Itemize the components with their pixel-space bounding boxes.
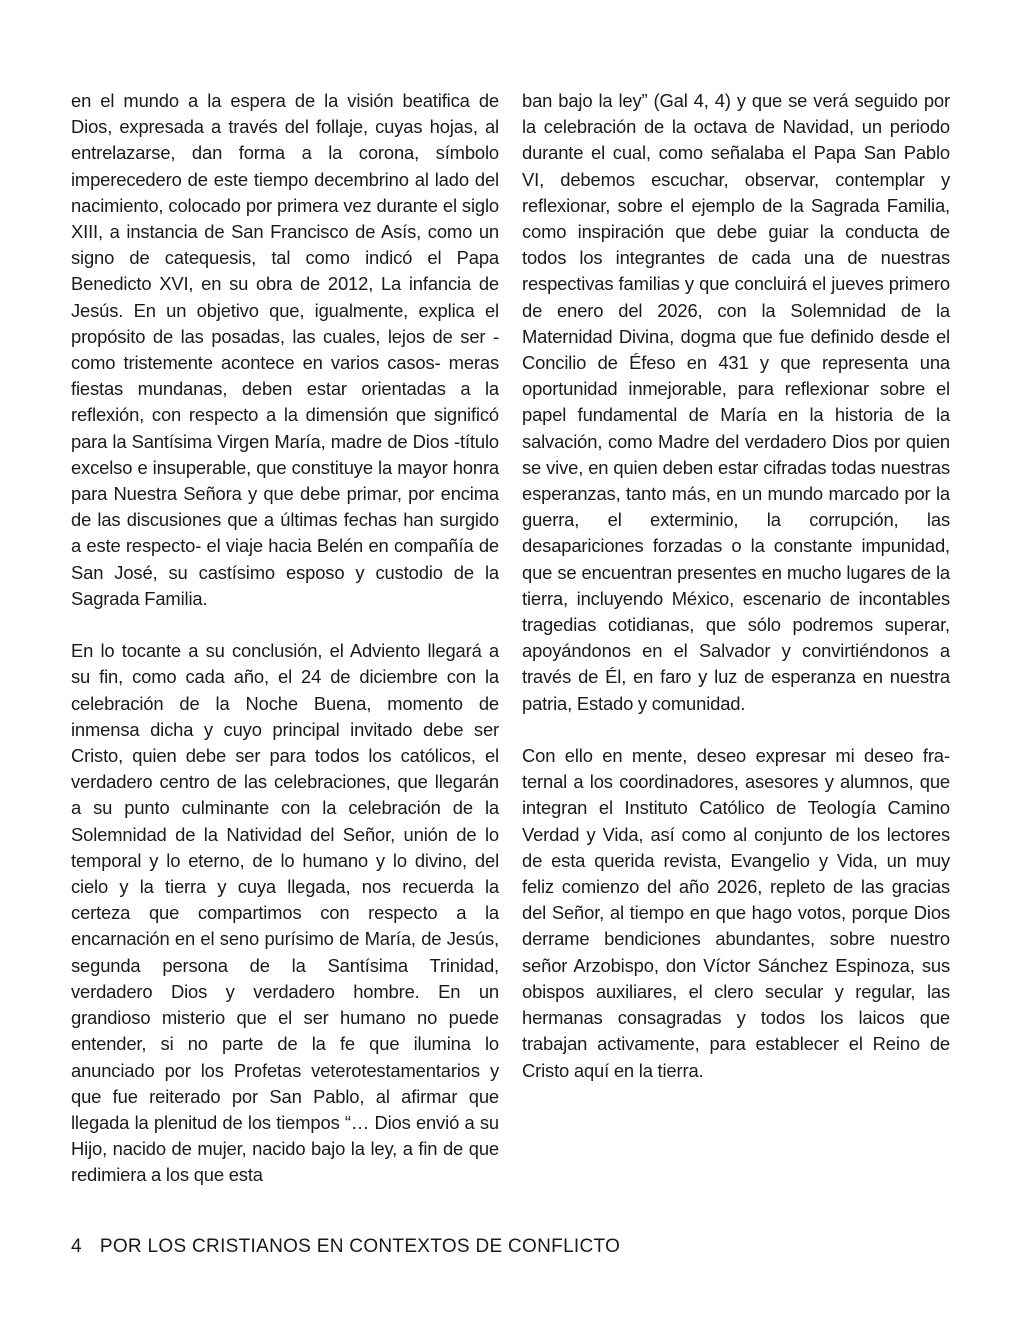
paragraph: En lo tocante a su conclusión, el Adviento llegará a su fin, como cada año, el 24 de diciembre con la celebración de la Noche Buena, momento de inmensa dicha y cuyo principal invitado debe ser Cristo, quien debe ser para todos los católicos, el verdadero centro de las celebraciones, que llegarán a su punto culminante con la celebración de la Solemnidad de la Natividad del Señor, unión de lo temporal y lo eterno, de lo humano y lo divino, del cielo y la tierra y cuya llegada, nos recuerda la certeza que compartimos con respecto a la encarnación en el seno purísimo de María, de Jesús, segunda persona de la Santísima Trinidad, verdadero Dios y verdadero hombre. En un grandioso misterio que el ser humano no puede entender, si no parte de la fe que ilumina lo anunciado por los Profetas veterotestamentarios y que fue reiterado por San Pablo, al afirmar que llegada la plenitud de los tiempos “… Dios envió a su Hijo, nacido de mujer, nacido bajo la ley, a fin de que redimiera a los que esta bbox=[71, 640, 499, 1186]
running-title: POR LOS CRISTIANOS EN CONTEXTOS DE CONFLICTO bbox=[99, 1236, 621, 1257]
page-number: 4 bbox=[71, 1236, 82, 1257]
right-text-column bbox=[522, 88, 950, 1084]
paragraph: Con ello en mente, deseo expresar mi deseo fraternal a los coordinadores, asesores y alumnos, que integran el Instituto Católico de Teología Camino Verdad y Vida, así como al conjunto de los lectores de esta querida revista, Evangelio y Vida, un muy feliz comienzo del año 2026, repleto de las gracias del Señor, al tiempo en que hago votos, porque Dios derrame bendiciones abundantes, sobre nuestro señor Arzobispo, don Víctor Sánchez Espinoza, sus obispos auxiliares, el clero secular y regular, las hermanas consagradas y todos los laicos que trabajan activamente, para establecer el Reino de Cristo aquí en la tierra. bbox=[522, 745, 950, 1081]
left-text-column bbox=[71, 88, 499, 1189]
page-footer bbox=[71, 1236, 620, 1258]
paragraph: ban bajo la ley” (Gal 4, 4) y que se verá seguido por la celebración de la octava de Navidad, un periodo durante el cual, como señalaba el Papa San Pablo VI, debemos escuchar, observar, contemplar y reflexionar, sobre el ejemplo de la Sagrada Familia, como inspiración que debe guiar la conducta de todos los integrantes de cada una de nuestras respectivas familias y que concluirá el jueves primero de enero del 2026, con la Solemnidad de la Maternidad Divina, dogma que fue definido desde el Concilio de Éfeso en 431 y que representa una oportunidad inmejorable, para reflexionar sobre el papel fundamental de María en la historia de la salvación, como Madre del verdadero Dios por quien se vive, en quien deben estar cifradas todas nuestras esperanzas, tanto más, en un mundo marcado por la guerra, el exterminio, la corrupción, las desapariciones forzadas o la constante impunidad, que se encuentran presentes en mucho lugares de la tierra, incluyendo México, escenario de incontables tragedias cotidianas, que sólo podremos superar, apoyándonos en el Salvador y convirtiéndonos a través de Él, en faro y luz de esperanza en nuestra patria, Estado y comunidad. bbox=[522, 90, 950, 714]
paragraph: en el mundo a la espera de la visión beatifica de Dios, expresada a través del follaje, cuyas hojas, al entrelazarse, dan forma a la corona, símbolo imperecedero de este tiempo decembrino al lado del nacimiento, colocado por primera vez durante el siglo XIII, a instancia de San Francisco de Asís, como un signo de catequesis, tal como indicó el Papa Benedicto XVI, en su obra de 2012, La infancia de Jesús. En un objetivo que, igualmente, explica el propósito de las posadas, las cuales, lejos de ser -como tristemente acontece en varios casos- meras fiestas mundanas, deben estar orientadas a la reflexión, con respecto a la dimensión que significó para la Santísima Virgen María, madre de Dios -título excelso e insuperable, que constituye la mayor honra para Nuestra Señora y que debe primar, por encima de las discusiones que a últimas fechas han surgido a este respecto- el viaje hacia Belén en compañía de San José, su castísimo esposo y custodio de la Sagrada Familia. bbox=[71, 90, 499, 609]
